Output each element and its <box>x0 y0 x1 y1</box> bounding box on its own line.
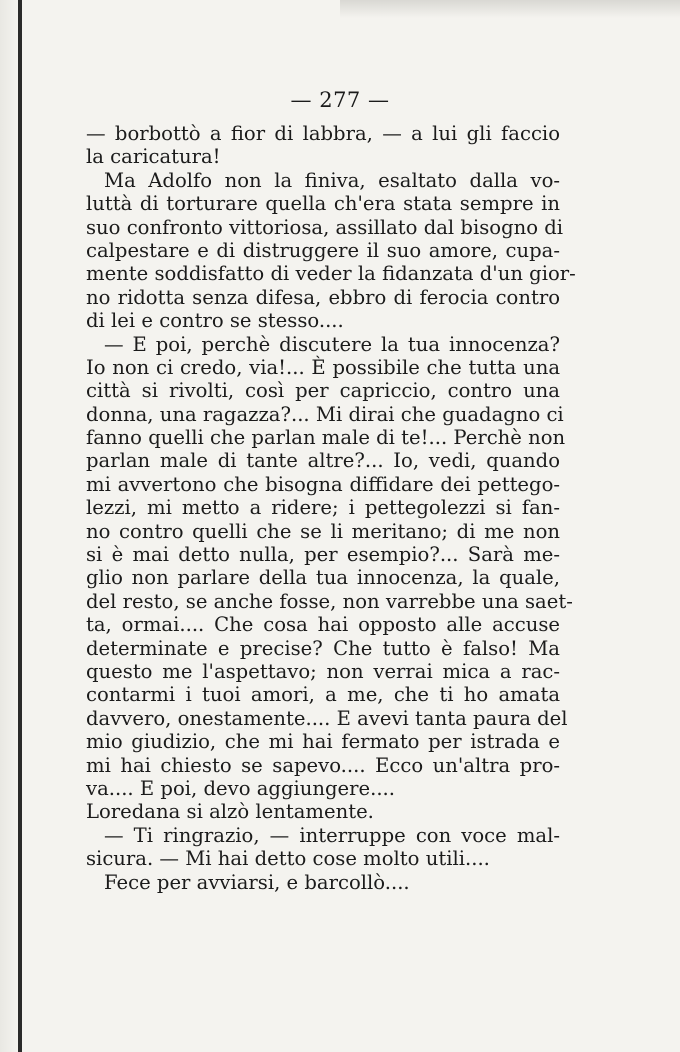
text-line: Loredana si alzò lentamente. <box>86 800 374 824</box>
text-line: davvero, onestamente.... E avevi tanta paura del <box>86 706 568 730</box>
text-line: fanno quelli che parlan male di te!... Perchè non <box>86 426 566 450</box>
body-text <box>86 122 576 894</box>
text-line: luttà di torturare quella ch'era stata sempre in <box>86 192 560 216</box>
text-line: — E poi, perchè discutere la tua innocenza? <box>104 332 560 356</box>
text-line: mi hai chiesto se sapevo.... Ecco un'altra pro- <box>86 753 560 777</box>
text-line: sicura. — Mi hai detto cose molto utili.... <box>86 847 490 871</box>
text-line: parlan male di tante altre?... Io, vedi, quando <box>86 449 560 473</box>
text-line: Fece per avviarsi, e barcollò.... <box>104 870 410 894</box>
text-line: questo me l'aspettavo; non verrai mica a rac- <box>86 659 560 683</box>
text-line: — borbottò a fior di labbra, — a lui gli faccio <box>86 122 560 145</box>
text-line: la caricatura! <box>86 145 221 169</box>
text-line: no ridotta senza difesa, ebbro di ferocia contro <box>86 285 560 309</box>
text-line: contarmi i tuoi amori, a me, che ti ho amata <box>86 683 560 707</box>
text-line: — Ti ringrazio, — interruppe con voce mal- <box>104 823 560 847</box>
text-line: del resto, se anche fosse, non varrebbe una saet- <box>86 589 573 613</box>
text-line: città si rivolti, così per capriccio, contro una <box>86 379 560 403</box>
page-number: — 277 — <box>290 88 390 112</box>
text-line: donna, una ragazza?... Mi dirai che guadagno ci <box>86 402 564 426</box>
text-line: suo confronto vittoriosa, assillato dal bisogno di <box>86 215 564 239</box>
text-line: di lei e contro se stesso.... <box>86 309 344 333</box>
page-binding-edge <box>18 0 22 1052</box>
page-gutter-shadow <box>0 0 18 1052</box>
text-line: glio non parlare della tua innocenza, la quale, <box>86 566 560 590</box>
text-line: Ma Adolfo non la finiva, esaltato dalla vo- <box>104 168 560 192</box>
text-line: mente soddisfatto di veder la fidanzata d'un gior- <box>86 262 576 286</box>
text-line: ta, ormai.... Che cosa hai opposto alle accuse <box>86 613 560 637</box>
text-line: mi avvertono che bisogna diffidare dei pettego- <box>86 472 560 496</box>
text-line: si è mai detto nulla, per esempio?... Sarà me- <box>86 543 560 567</box>
text-line: determinate e precise? Che tutto è falso! Ma <box>86 636 560 660</box>
scan-top-shading <box>340 0 680 18</box>
text-line: Io non ci credo, via!... È possibile che tutta una <box>86 355 560 379</box>
text-line: calpestare e di distruggere il suo amore, cupa- <box>86 238 560 262</box>
text-line: mio giudizio, che mi hai fermato per istrada e <box>86 730 560 754</box>
text-line: lezzi, mi metto a ridere; i pettegolezzi si fan- <box>86 496 560 520</box>
text-line: va.... E poi, devo aggiungere.... <box>86 776 396 800</box>
text-line: no contro quelli che se li meritano; di me non <box>86 519 560 543</box>
